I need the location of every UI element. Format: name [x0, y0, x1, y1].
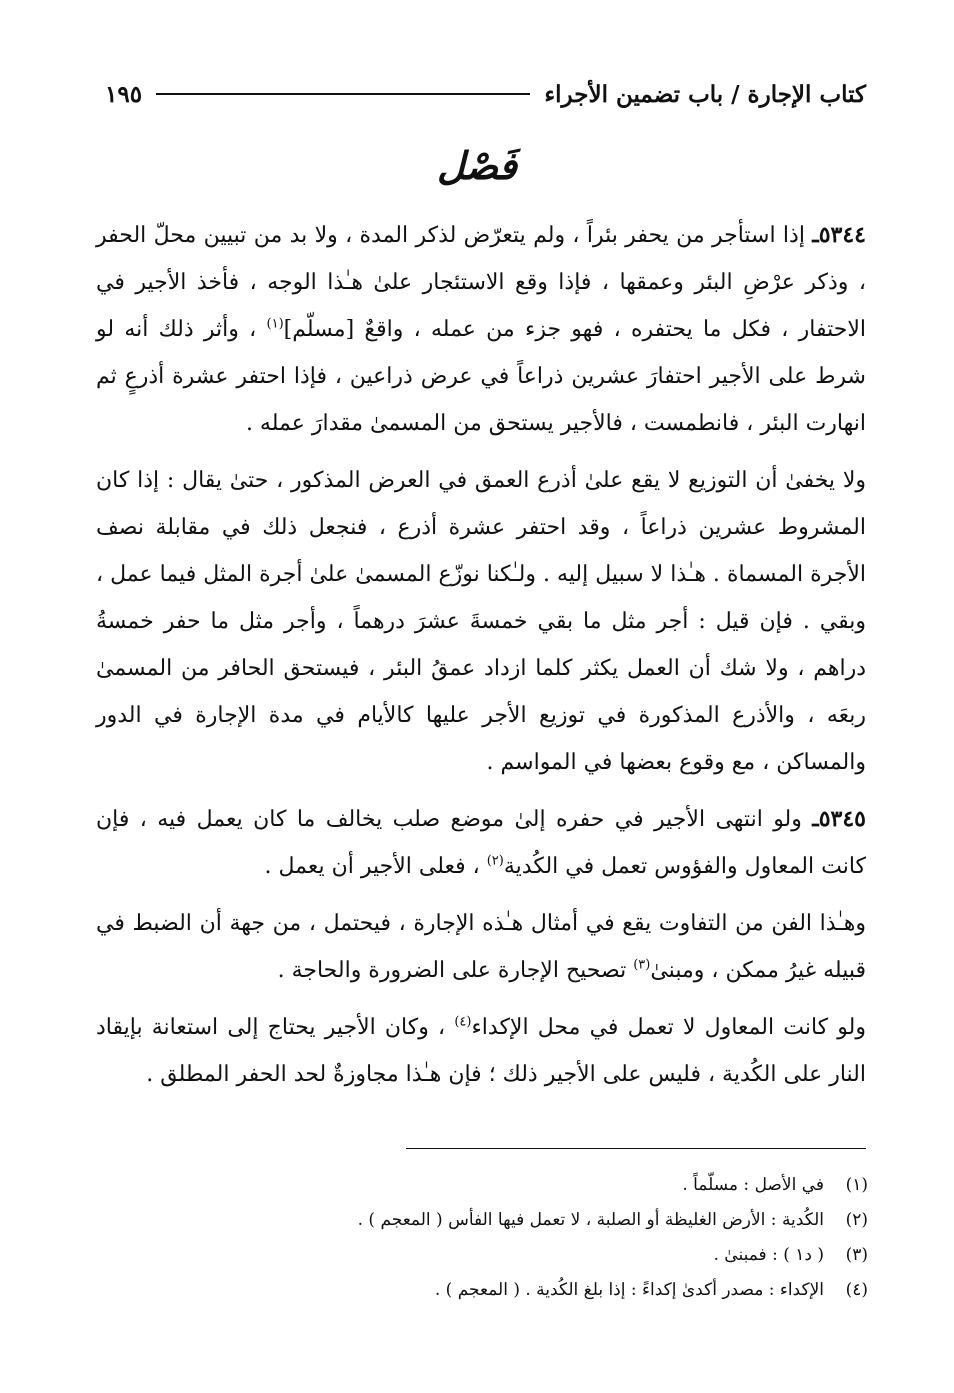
paragraph-variation	[96, 900, 866, 994]
issue-number: ٥٣٤٥ـ	[812, 806, 866, 832]
section-heading: فَصْل	[437, 143, 517, 188]
footnote-text: الكُدية : الأرض الغليظة أو الصلبة ، لا تعمل فيها الفأس ( المعجم ) .	[357, 1210, 824, 1230]
paragraph-text: وهـٰذا الفن من التفاوت يقع في أمثال هـٰذه الإجارة ، فيحتمل ، من جهة أن الضبط في قبيله غيرُ ممكن ، ومبنىٰ	[96, 911, 866, 983]
paragraph-text-tail: ، فعلى الأجير أن يعمل .	[264, 854, 487, 879]
footnote-number: (٤)	[845, 1280, 868, 1300]
paragraph-text: ولو كانت المعاول لا تعمل في محل الإكداء	[471, 1015, 867, 1040]
footnote-text: في الأصل : مسلّماً .	[682, 1175, 824, 1195]
book-title: كتاب الإجارة / باب تضمين الأجراء	[544, 80, 866, 108]
paragraph-fire	[96, 1004, 866, 1098]
body-text	[96, 212, 866, 1098]
paragraph-5344	[96, 212, 866, 447]
paragraph-text: ولو انتهى الأجير في حفره إلىٰ موضع صلب يخالف ما كان يعمل فيه ، فإن كانت المعاول والفؤوس تعمل في الكُدية	[96, 807, 866, 879]
footnote-mark: (٣)	[633, 957, 651, 973]
paragraph-5345	[96, 796, 866, 890]
footnote-text: الإكداء : مصدر أكدىٰ إكداءً : إذا بلغ الكُدية . ( المعجم ) .	[434, 1280, 824, 1300]
paragraph-text: إذا استأجر من يحفر بئراً ، ولم يتعرّض لذكر المدة ، ولا بد من تبيين محلّ الحفر ، وذكر عرْضِ البئر وعمقها ، فإذا وقع الاستئجار علىٰ هـٰذا الوجه ، فأخذ الأجير في الاحتفار ، فكل ما يحتفره ، فهو جزء من عمله ، واقعٌ [مسلّم]	[96, 223, 866, 342]
footnote-2	[96, 1203, 868, 1238]
running-header	[105, 72, 866, 116]
footnote-number: (١)	[845, 1175, 868, 1195]
issue-number: ٥٣٤٤ـ	[812, 222, 866, 248]
footnote-1	[96, 1168, 868, 1203]
footnote-mark: (١)	[266, 316, 284, 332]
footnote-mark: (٤)	[454, 1014, 472, 1030]
paragraph-distribution	[96, 457, 866, 786]
header-rule	[156, 93, 530, 95]
paragraph-text-tail: تصحيح الإجارة على الضرورة والحاجة .	[277, 958, 634, 983]
paragraph-text-tail: ، وكان الأجير يحتاج إلى استعانة بإيقاد النار على الكُدية ، فليس على الأجير ذلك ؛ فإن هـٰذا مجاوزةٌ لحد الحفر المطلق .	[96, 1015, 866, 1087]
footnotes	[96, 1168, 868, 1308]
footnote-4	[96, 1273, 868, 1308]
paragraph-text: ولا يخفىٰ أن التوزيع لا يقع علىٰ أذرع العمق في العرض المذكور ، حتىٰ يقال : إذا كان المشروط عشرين ذراعاً ، وقد احتفر عشرة أذرع ، فنجعل ذلك في مقابلة نصف الأجرة المسماة . هـٰذا لا سبيل إليه . ولـٰكنا نوزّع المسمىٰ علىٰ أجرة المثل فيما عمل ، وبقي . فإن قيل : أجر مثل ما بقي خمسةَ عشرَ درهماً ، وأجر مثل ما حفر خمسةُ دراهم ، ولا شك أن العمل يكثر كلما ازداد عمقُ البئر ، فيستحق الحافر من المسمىٰ ربعَه ، والأذرع المذكورة في توزيع الأجر عليها كالأيام في مدة الإجارة في الدور والمساكن ، مع وقوع بعضها في المواسم .	[96, 468, 866, 775]
page-number: ١٩٥	[105, 80, 143, 108]
footnote-mark: (٢)	[486, 853, 504, 869]
footnote-number: (٣)	[845, 1245, 868, 1265]
footnote-3	[96, 1238, 868, 1273]
paragraph-text-tail: ، وأثر ذلك أنه لو شرط على الأجير احتفارَ عشرين ذراعاً في عرض ذراعين ، فإذا احتفر عشرة أذرعٍ ثم انهارت البئر ، فانطمست ، فالأجير يستحق من المسمىٰ مقدارَ عمله .	[96, 317, 866, 436]
footnote-number: (٢)	[845, 1210, 868, 1230]
footnote-rule	[406, 1148, 866, 1149]
footnote-text: ( د١ ) : فمبنىٰ .	[713, 1245, 824, 1265]
